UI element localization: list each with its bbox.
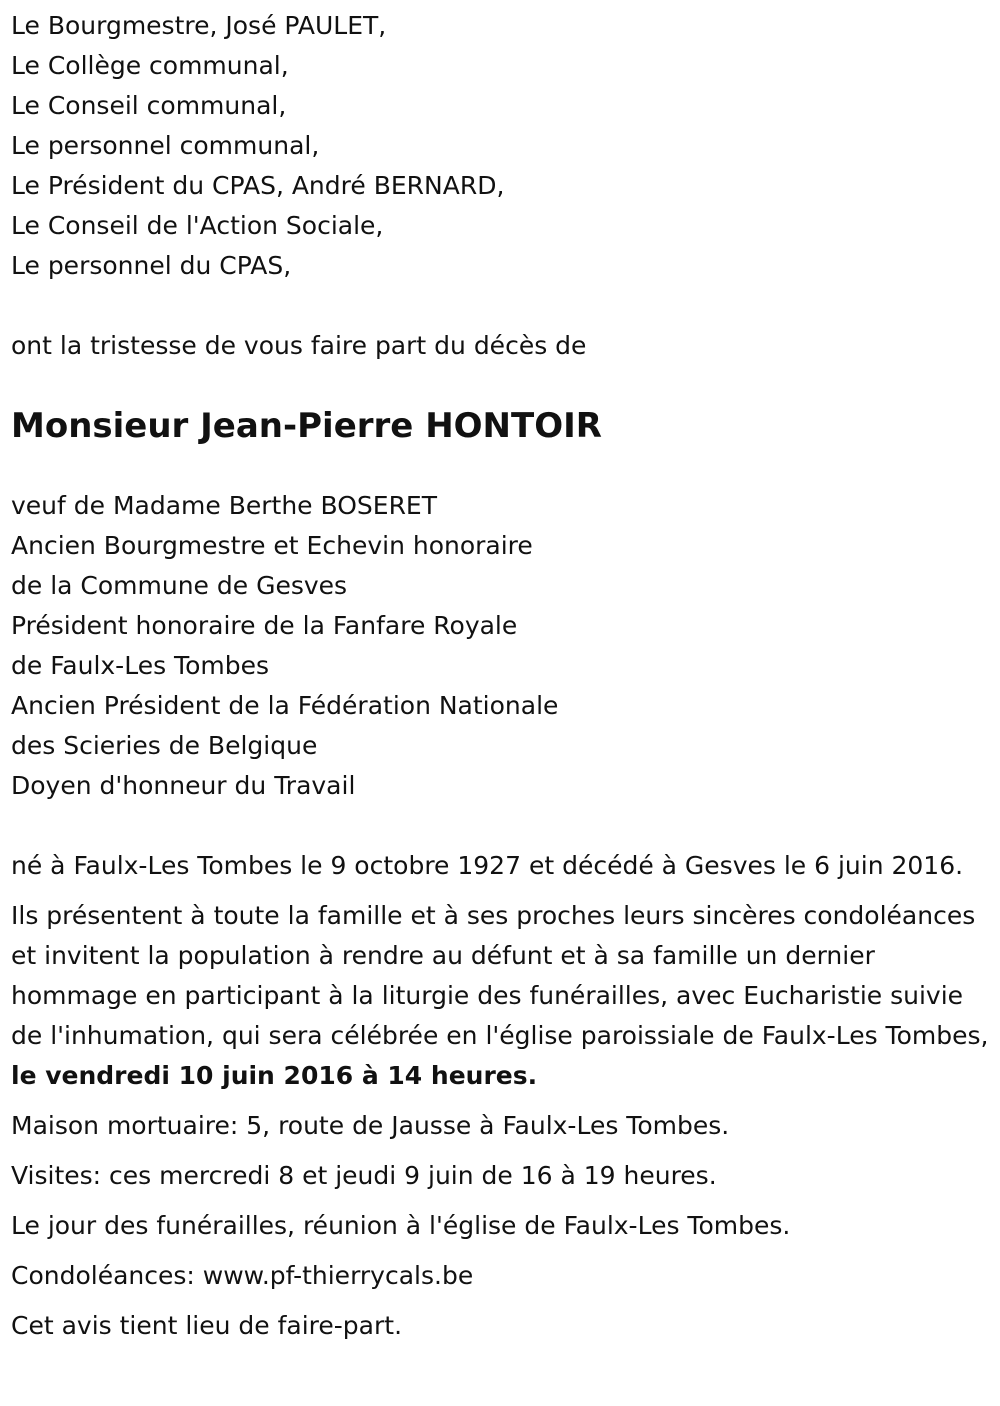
title-line: Ancien Bourgmestre et Echevin honoraire [11,531,533,560]
signatory-line: Le Conseil communal, [11,91,287,120]
closing-note: Cet avis tient lieu de faire-part. [11,1311,403,1340]
funeral-date: le vendredi 10 juin 2016 à 14 heures. [11,1061,538,1090]
title-line: de Faulx-Les Tombes [11,651,269,680]
titles-list [11,486,991,806]
signatory-line: Le Président du CPAS, André BERNARD, [11,171,505,200]
title-line: des Scieries de Belgique [11,731,318,760]
condolences-paragraph [11,896,991,1096]
signatory-line: Le Bourgmestre, José PAULET, [11,11,387,40]
signatory-line: Le personnel du CPAS, [11,251,292,280]
title-line: de la Commune de Gesves [11,571,348,600]
signatories-list [11,6,991,286]
obituary-notice [11,6,991,1346]
funeral-meeting: Le jour des funérailles, réunion à l'église de Faulx-Les Tombes. [11,1211,791,1240]
mortuary-address: Maison mortuaire: 5, route de Jausse à Faulx-Les Tombes. [11,1111,730,1140]
visiting-hours: Visites: ces mercredi 8 et jeudi 9 juin de 16 à 19 heures. [11,1161,717,1190]
title-line: Doyen d'honneur du Travail [11,771,356,800]
signatory-line: Le Conseil de l'Action Sociale, [11,211,384,240]
condolences-website: Condoléances: www.pf-thierrycals.be [11,1261,474,1290]
title-line: veuf de Madame Berthe BOSERET [11,491,438,520]
signatory-line: Le personnel communal, [11,131,320,160]
deceased-name: Monsieur Jean-Pierre HONTOIR [11,406,602,446]
birth-death-paragraph: né à Faulx-Les Tombes le 9 octobre 1927 et décédé à Gesves le 6 juin 2016. [11,851,964,880]
announcement-text: ont la tristesse de vous faire part du décès de [11,331,587,360]
spacer [11,806,991,846]
condolences-text: Ils présentent à toute la famille et à ses proches leurs sincères condoléances et invitent la population à rendre au défunt et à sa famille un dernier hommage en participant à la liturgie des funérailles, avec Eucharistie suivie de l'inhumation, qui sera célébrée en l'église paroissiale de Faulx-Les Tombes, [11,901,989,1050]
signatory-line: Le Collège communal, [11,51,289,80]
title-line: Président honoraire de la Fanfare Royale [11,611,518,640]
spacer [11,286,991,326]
title-line: Ancien Président de la Fédération Nationale [11,691,559,720]
